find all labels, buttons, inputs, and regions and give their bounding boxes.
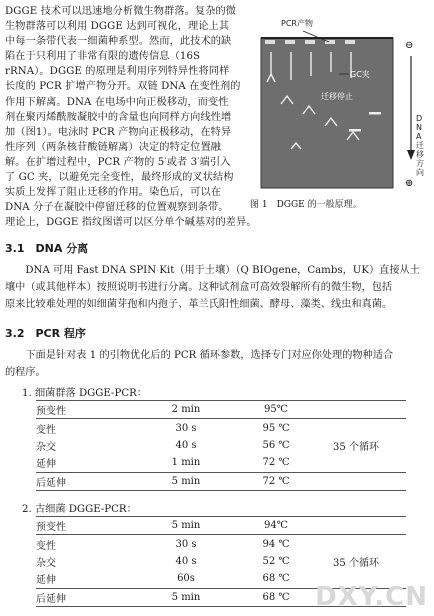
cycle-cell: 35 个循环 xyxy=(333,441,379,453)
cycle-cell xyxy=(306,517,406,535)
temp-cell: 94 ℃ xyxy=(246,535,306,553)
text-line: 实质上发挥了阻止迁移的作用。染色后，可以在 xyxy=(5,187,222,199)
step-cell: 后延伸 xyxy=(36,472,126,490)
step-cell: 后延伸 xyxy=(36,588,126,606)
time-cell: 5 min xyxy=(126,588,246,606)
text-line: 长度的 PCR 扩增产物分开。双链 DNA 在变性剂的 xyxy=(5,81,241,93)
intro-text xyxy=(5,4,247,200)
step-cell: 预变性 xyxy=(36,401,126,419)
text-line: 原来比较难处理的如细菌芽孢和内孢子、革兰氏阳性细菌、酵母、藻类、线虫和真菌。 xyxy=(5,299,393,310)
cycle-cell xyxy=(306,401,406,419)
time-cell: 5 min xyxy=(126,472,246,490)
text-line: 理论上，DGGE 指纹图谱可以区分单个碱基对的差异。 xyxy=(5,217,257,229)
text-line: DNA 可用 Fast DNA SPIN Kit（用于土壤）（Q BIOgene，Cambs，UK）直接从土 xyxy=(5,265,420,276)
step-cell: 预变性 xyxy=(36,517,126,535)
time-cell: 60s xyxy=(177,573,195,585)
time-cell: 40 s xyxy=(175,439,197,451)
text-line: DGGE 技术可以迅速地分析微生物群落。复杂的微 xyxy=(5,6,237,17)
temp-cell: 56 ℃ xyxy=(262,439,290,451)
text-line: 壤中（或其他样本）按照说明书进行分离。这种试剂盒可高效裂解所有的微生物，包括 xyxy=(5,282,393,293)
temp-cell: 52 ℃ xyxy=(262,555,290,567)
temp-cell: 68 ℃ xyxy=(262,573,290,585)
cycle-cell xyxy=(306,535,406,553)
migration-direction-label: DNA迁移方向 xyxy=(416,114,424,177)
denaturant-axis-label: 变性剂比例 xyxy=(249,108,257,153)
archaea-pcr-title: 2. 古细菌 DGGE-PCR： xyxy=(22,504,137,515)
step-cell: 延伸 xyxy=(36,575,56,587)
pcr-product-label: PCR产物 xyxy=(281,19,313,28)
step-cell: 变性 xyxy=(36,419,126,437)
temp-cell: 94℃ xyxy=(246,517,306,535)
table-row xyxy=(36,472,406,490)
text-line: 解。在扩增过程中，PCR 产物的 5′或者 3′端引入 xyxy=(5,156,231,168)
plus-electrode-icon: ⊕ xyxy=(405,178,414,189)
intro-text-full-width xyxy=(5,200,430,230)
table-row xyxy=(36,437,406,454)
text-line: 性序列（两条核苷酸链解离）决定的特定位置融 xyxy=(5,141,222,153)
bacteria-pcr-title: 1. 细菌群落 DGGE-PCR： xyxy=(22,388,147,399)
bacteria-pcr-table xyxy=(36,400,406,491)
time-cell: 1 min xyxy=(171,457,201,469)
text-line: DNA 分子在凝胶中停留迁移的位置观察到条带。 xyxy=(5,202,229,213)
step-cell: 杂交 xyxy=(36,441,56,453)
minus-electrode-icon: ⊖ xyxy=(405,40,414,51)
text-line: 了 GC 夹，以避免完全变性，最终形成的叉状结构 xyxy=(5,172,234,184)
text-line: 剂在聚丙烯酰胺凝胶中的含量也向同样方向线性增 xyxy=(5,111,232,123)
step-cell: 杂交 xyxy=(36,557,56,569)
text-line: 下面是针对表 1 的引物优化后的 PCR 循环参数，选择专门对应你处理的物种适合 xyxy=(5,350,394,361)
cycle-cell: 35 个循环 xyxy=(333,557,379,569)
figure-caption: 图 1 DGGE 的一般原理。 xyxy=(250,200,362,210)
section-heading-3-1: 3.1 DNA 分离 xyxy=(5,242,89,255)
cycle-cell xyxy=(306,472,406,490)
text-line: 作用下解离。DNA 在电场中向正极移动，而变性 xyxy=(5,96,229,108)
table-row xyxy=(36,401,406,419)
paragraph-3-1 xyxy=(5,262,430,313)
gc-clamp-label: GC夹 xyxy=(350,70,370,79)
table-row xyxy=(36,454,406,472)
text-line: 加（图1）。电泳时 PCR 产物向正极移动，在特异 xyxy=(5,126,232,138)
time-cell: 30 s xyxy=(126,535,246,553)
text-line: 中每一条带代表一细菌种系型。然而，此技术的缺 xyxy=(5,36,232,48)
migration-stop-label: 迁移停止 xyxy=(321,92,353,101)
cycle-cell xyxy=(306,454,406,472)
temp-cell: 95 ℃ xyxy=(246,419,306,437)
site-watermark: DXY.CN xyxy=(315,582,428,612)
time-cell: 40 s xyxy=(175,555,197,567)
text-line: rRNA）。DGGE 的原理是利用序列特异性将同样 xyxy=(5,66,230,78)
table-row xyxy=(36,419,406,437)
paragraph-3-2 xyxy=(5,347,430,381)
text-line: 陷在于只利用了非常有限的遗传信息（16S xyxy=(5,51,201,63)
table-row xyxy=(36,553,406,570)
cycle-cell xyxy=(306,419,406,437)
text-line: 的程序。 xyxy=(5,367,46,378)
step-cell: 延伸 xyxy=(36,459,56,471)
table-row xyxy=(36,535,406,553)
table-row xyxy=(36,517,406,535)
temp-cell: 72 ℃ xyxy=(262,457,290,469)
time-cell: 2 min xyxy=(126,401,246,419)
time-cell: 30 s xyxy=(126,419,246,437)
section-heading-3-2: 3.2 PCR 程序 xyxy=(5,327,86,340)
temp-cell: 95℃ xyxy=(246,401,306,419)
text-line: 生物群落可以利用 DGGE 达到可视化，理论上其 xyxy=(5,21,230,33)
step-cell: 变性 xyxy=(36,535,126,553)
time-cell: 5 min xyxy=(126,517,246,535)
temp-cell: 72 ℃ xyxy=(246,472,306,490)
dgge-gel-diagram xyxy=(251,4,431,192)
temp-cell: 68 ℃ xyxy=(246,588,306,606)
